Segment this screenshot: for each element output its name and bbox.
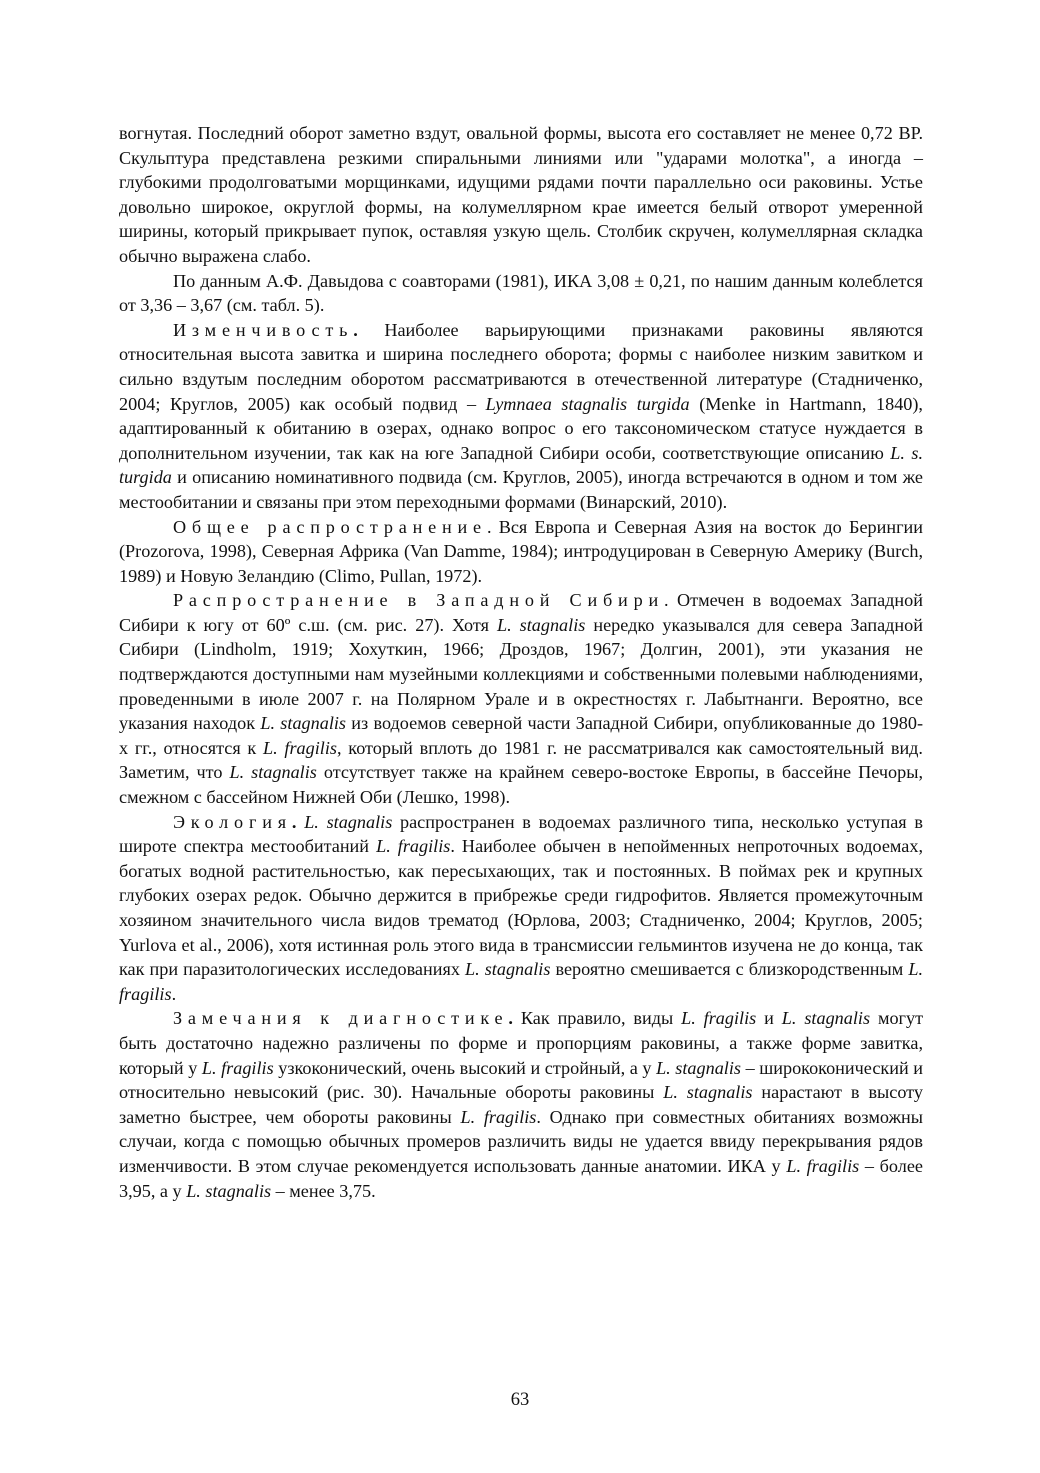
section-heading: Распространение в Западной Сибири <box>173 590 665 611</box>
section-heading: Общее распространение <box>173 516 487 537</box>
paragraph: По данным А.Ф. Давыдова с соавторами (1981), ИКА 3,08 ± 0,21, по нашим данным колеблется от 3,36 – 3,67 (см. табл. 5). <box>119 270 923 316</box>
paragraph: Замечания к диагностике. Как правило, виды L. fragilis и L. stagnalis могут быть достаточно надежно различены по форме и пропорциям раковины, а также форме завитка, который у L. fragilis узкоконический, очень высокий и стройный, а у L. stagnalis – ширококонический и относительно невысокий (рис. 30). Начальные обороты раковины L. stagnalis нарастают в высоту заметно быстрее, чем обороты раковины L. fragilis. Однако при совместных обитаниях возможны случаи, когда с помощью обычных промеров различить виды не удается ввиду перекрывания рядов изменчивости. В этом случае рекомендуется использовать данные анатомии. ИКА у L. fragilis – более 3,95, а у L. stagnalis – менее 3,75. <box>119 1008 924 1201</box>
document-body <box>119 121 923 1203</box>
paragraph: Распространение в Западной Сибири. Отмечен в водоемах Западной Сибири к югу от 60º с.ш. (см. рис. 27). Хотя L. stagnalis нередко указывался для севера Западной Сибири (Lindholm, 1919; Хохуткин, 1966; Дроздов, 1967; Долгин, 2001), эти указания не подтверждаются доступными нам музейными коллекциями и собственными полевыми наблюдениями, проведенными в июле 2007 г. на Полярном Урале и в окрестностях г. Лабытнанги. Вероятно, все указания находок L. stagnalis из водоемов северной части Западной Сибири, опубликованные до 1980-х гг., относятся к L. fragilis, который вплоть до 1981 г. не рассматривался как самостоятельный вид. Заметим, что L. stagnalis отсутствует также на крайнем северо-востоке Европы, в бассейне Печоры, смежном с бассейном Нижней Оби (Лешко, 1998). <box>119 590 924 808</box>
paragraph: Экология. L. stagnalis распространен в водоемах различного типа, несколько уступая в широте спектра местообитаний L. fragilis. Наиболее обычен в непойменных непроточных водоемах, богатых водной растительностью, как пересыхающих, так и постоянных. В поймах рек и крупных глубоких озерах редок. Обычно держится в прибрежье среди гидрофитов. Является промежуточным хозяином значительного числа видов трематод (Юрлова, 2003; Стадниченко, 2004; Круглов, 2005; Yurlova et al., 2006), хотя истинная роль этого вида в трансмиссии гельминтов изучена не до конца, так как при паразитологических исследованиях L. stagnalis вероятно смешивается с близкородственным L. fragilis. <box>119 811 924 1004</box>
paragraph: Общее распространение. Вся Европа и Северная Азия на восток до Берингии (Prozorova, 1998), Северная Африка (Van Damme, 1984); интродуцирован в Северную Америку (Burch, 1989) и Новую Зеландию (Climo, Pullan, 1972). <box>119 516 923 586</box>
section-heading: Изменчивость <box>173 319 354 340</box>
paragraph: вогнутая. Последний оборот заметно вздут, овальной формы, высота его составляет не менее 0,72 ВР. Скульптура представлена резкими спиральными линиями или "ударами молотка", а иногда – глубокими продолговатыми морщинками, идущими рядами почти параллельно оси раковины. Устье довольно широкое, округлой формы, на колумеллярном крае имеется белый отворот умеренной ширины, который прикрывает пупок, оставляя узкую щель. Столбик скручен, колумеллярная складка обычно выражена слабо. <box>119 123 923 266</box>
section-heading: Замечания к диагностике <box>173 1008 509 1029</box>
page-number: 63 <box>510 1390 530 1410</box>
paragraph: Изменчивость. Наиболее варьирующими признаками раковины являются относительная высота завитка и ширина последнего оборота; формы с наиболее низким завитком и сильно вздутым последним оборотом рассматриваются в отечественной литературе (Стадниченко, 2004; Круглов, 2005) как особый подвид – Lymnaea stagnalis turgida (Menke in Hartmann, 1840), адаптированный к обитанию в озерах, однако вопрос о его таксономическом статусе нуждается в дополнительном изучении, так как на юге Западной Сибири особи, соответствующие описанию L. s. turgida и описанию номинативного подвида (см. Круглов, 2005), иногда встречаются в одном и том же местообитании и связаны при этом переходными формами (Винарский, 2010). <box>119 319 924 512</box>
section-heading: Экология <box>173 811 292 832</box>
